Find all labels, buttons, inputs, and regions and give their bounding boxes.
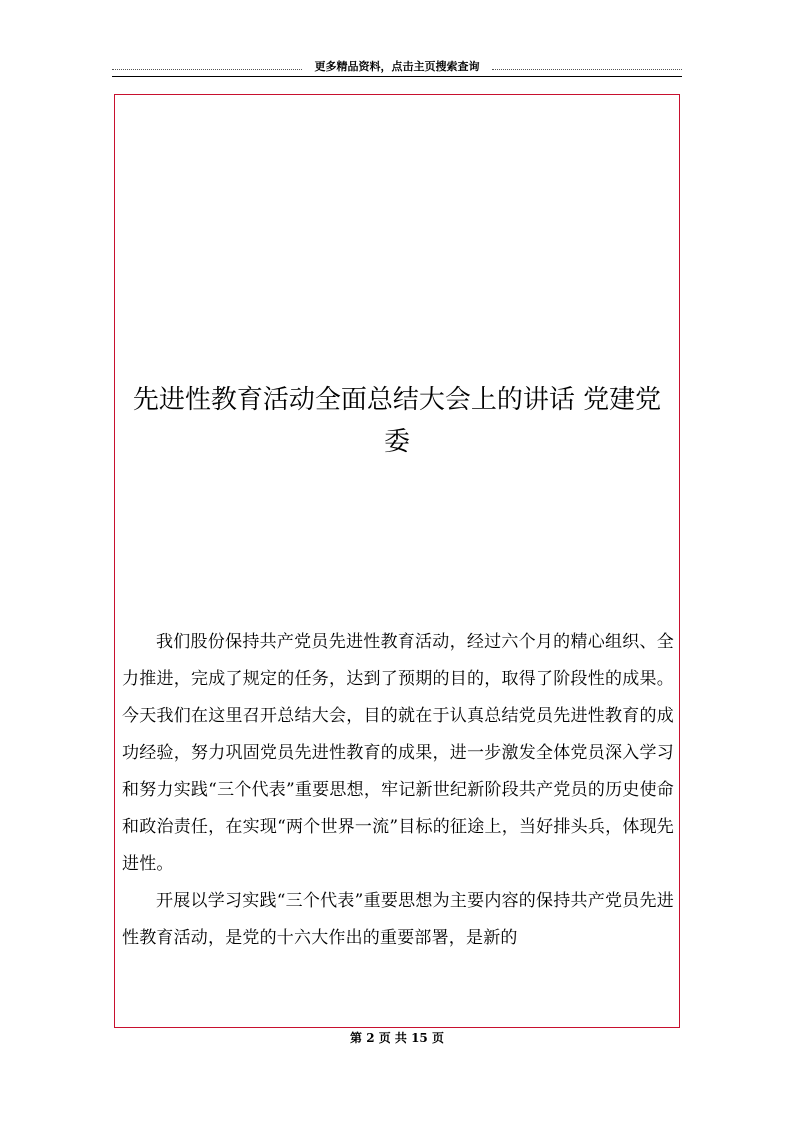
header-dotted-rule-left xyxy=(112,69,302,70)
paragraph-2: 开展以学习实践“三个代表”重要思想为主要内容的保持共产党员先进性教育活动，是党的十六大作出的重要部署，是新的 xyxy=(122,891,674,948)
page-header xyxy=(112,58,682,76)
header-text: 更多精品资料，点击主页搜索查询 xyxy=(314,60,480,73)
page-number-footer: 第 2 页 共 15 页 xyxy=(350,1031,444,1045)
document-body xyxy=(122,624,674,957)
paragraph-1: 我们股份保持共产党员先进性教育活动，经过六个月的精心组织、全力推进，完成了规定的任务，达到了预期的目的，取得了阶段性的成果。今天我们在这里召开总结大会，目的就在于认真总结党员先进性教育的成功经验，努力巩固党员先进性教育的成果，进一步激发全体党员深入学习和努力实践“三个代表”重要思想，牢记新世纪新阶段共产党员的历史使命和政治责任，在实现“两个世界一流”目标的征途上，当好排头兵，体现先进性。 xyxy=(122,632,674,874)
header-rule xyxy=(112,76,682,77)
header-dotted-rule-right xyxy=(492,69,682,70)
document-title: 先进性教育活动全面总结大会上的讲话 党建党委 xyxy=(132,385,662,458)
